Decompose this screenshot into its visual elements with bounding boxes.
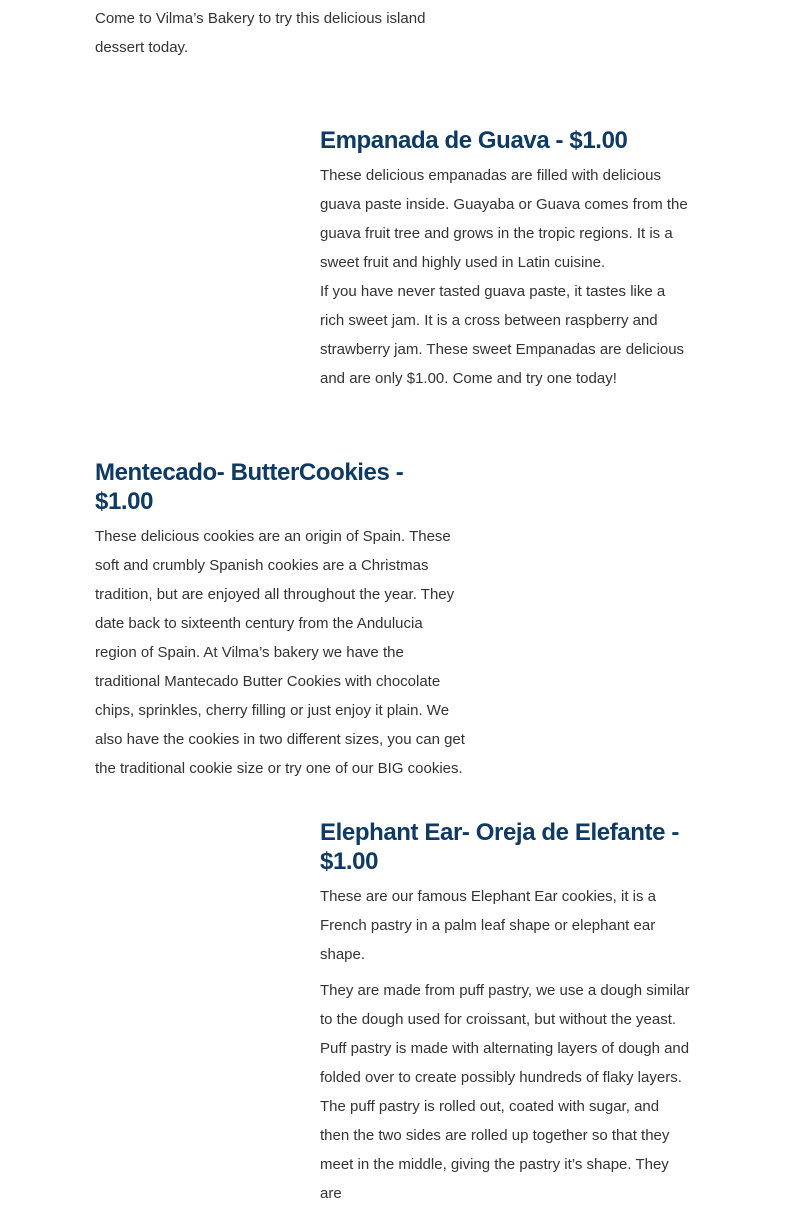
- product-description: They are made from puff pastry, we use a dough similar to the dough used for croissant, but without the yeast. Puff pastry is made with alternating layers of dough and folded over to create possibly hundreds of flaky layers. The puff pastry is rolled out, coated with sugar, and then the two sides are rolled up together so that they meet in the middle, giving the pastry it’s shape. They are: [320, 982, 690, 1202]
- product-description: These delicious empanadas are filled with delicious guava paste inside. Guayaba or Guava comes from the guava fruit tree and grows in the tropic regions. It is a sweet fruit and highly used in Latin cuisine.: [320, 167, 688, 271]
- product-title: Elephant Ear- Oreja de Elefante - $1.00: [320, 819, 679, 875]
- product-section-mentecado: [95, 458, 467, 783]
- product-title: Empanada de Guava - $1.00: [320, 127, 628, 154]
- intro-text: Come to Vilma’s Bakery to try this delicious island dessert today.: [95, 10, 426, 56]
- product-section-empanada: [320, 126, 692, 393]
- product-description: These delicious cookies are an origin of Spain. These soft and crumbly Spanish cookies are a Christmas tradition, but are enjoyed all throughout the year. They date back to sixteenth century from the Andulucia region of Spain. At Vilma’s bakery we have the traditional Mantecado Butter Cookies with chocolate chips, sprinkles, cherry filling or just enjoy it plain. We also have the cookies in two different sizes, you can get the traditional cookie size or try one of our BIG cookies.: [95, 528, 465, 777]
- product-section-elephant-ear: [320, 818, 692, 1208]
- product-description: These are our famous Elephant Ear cookies, it is a French pastry in a palm leaf shape or elephant ear shape.: [320, 888, 657, 963]
- product-title: Mentecado- ButterCookies - $1.00: [95, 459, 404, 515]
- product-description: If you have never tasted guava paste, it tastes like a rich sweet jam. It is a cross between raspberry and strawberry jam. These sweet Empanadas are delicious and are only $1.00. Come and try one today!: [320, 283, 685, 387]
